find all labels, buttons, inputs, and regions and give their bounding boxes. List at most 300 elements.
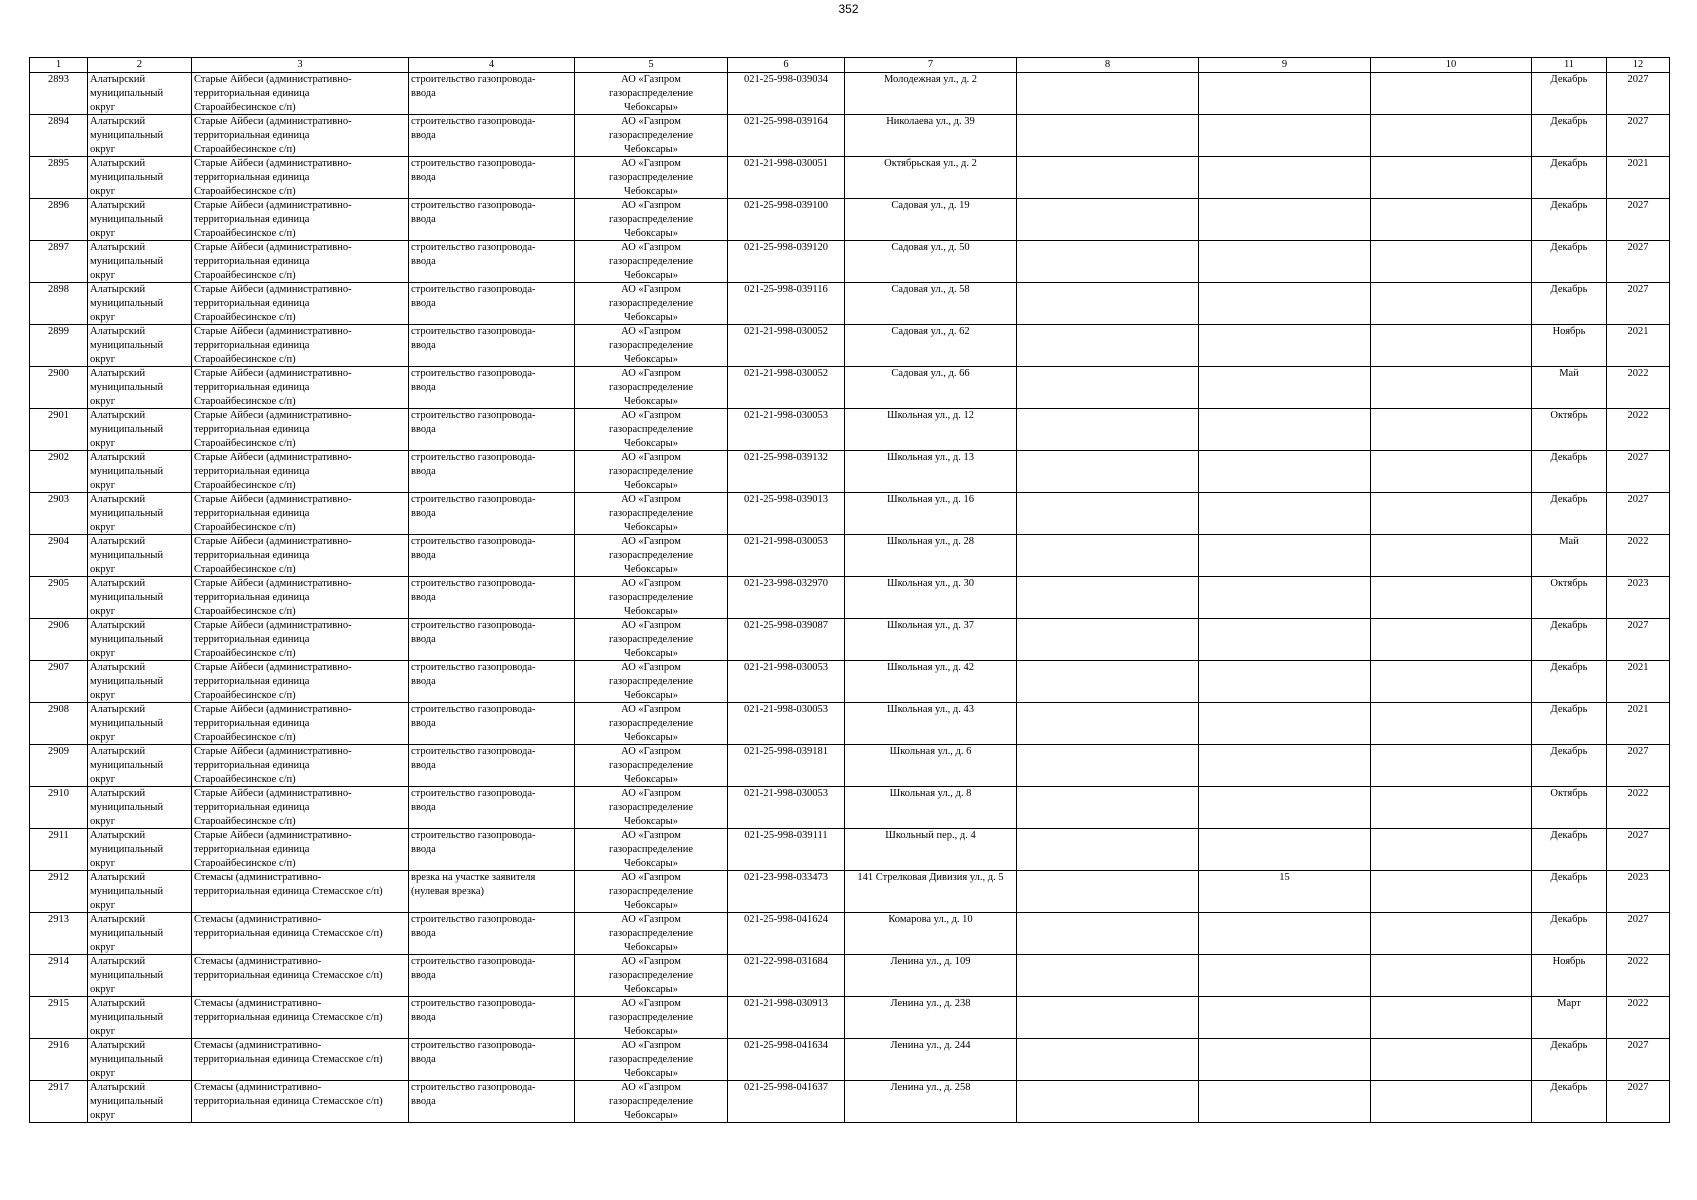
row-number-text: 2894 bbox=[48, 116, 69, 127]
column-8-cell bbox=[1017, 241, 1199, 283]
work-type-cell bbox=[409, 535, 575, 577]
organization-cell-text: АО «Газпром газораспределение Чебоксары» bbox=[608, 368, 694, 407]
row-number bbox=[30, 325, 88, 367]
district-cell-text: Алатырский муниципальный округ bbox=[90, 200, 164, 239]
application-code-cell bbox=[728, 535, 845, 577]
settlement-cell-text: Старые Айбеси (административно- территориальная единица Староайбесинское с/п) bbox=[194, 662, 352, 701]
column-8-cell bbox=[1017, 199, 1199, 241]
address-cell bbox=[845, 829, 1017, 871]
column-8-cell bbox=[1017, 409, 1199, 451]
column-10-cell-text bbox=[1373, 913, 1529, 954]
column-10-cell-text bbox=[1373, 619, 1529, 660]
application-code-cell bbox=[728, 703, 845, 745]
column-8-cell bbox=[1017, 955, 1199, 997]
column-8-cell bbox=[1017, 451, 1199, 493]
district-cell bbox=[88, 157, 192, 199]
column-10-cell-text bbox=[1373, 1039, 1529, 1080]
district-cell bbox=[88, 787, 192, 829]
row-number bbox=[30, 73, 88, 115]
column-9-cell bbox=[1199, 1081, 1371, 1123]
row-number bbox=[30, 913, 88, 955]
application-code-cell-text: 021-25-998-041634 bbox=[744, 1040, 828, 1051]
month-cell-text: Декабрь bbox=[1550, 620, 1588, 631]
table-row bbox=[30, 325, 1670, 367]
column-9-cell-text bbox=[1201, 913, 1368, 954]
organization-cell bbox=[575, 955, 728, 997]
table-row bbox=[30, 157, 1670, 199]
organization-cell bbox=[575, 451, 728, 493]
district-cell-text: Алатырский муниципальный округ bbox=[90, 746, 164, 785]
address-cell-text: Школьная ул., д. 42 bbox=[886, 662, 975, 673]
application-code-cell-text: 021-21-998-030052 bbox=[744, 326, 828, 337]
column-9-cell bbox=[1199, 955, 1371, 997]
column-9-cell bbox=[1199, 787, 1371, 829]
year-cell-text: 2027 bbox=[1627, 1040, 1649, 1051]
work-type-cell bbox=[409, 1081, 575, 1123]
organization-cell bbox=[575, 493, 728, 535]
row-number bbox=[30, 787, 88, 829]
column-number-6: 6 bbox=[728, 58, 845, 73]
table-row bbox=[30, 241, 1670, 283]
district-cell-text: Алатырский муниципальный округ bbox=[90, 704, 164, 743]
column-9-cell-text bbox=[1201, 703, 1368, 744]
row-number-text: 2908 bbox=[48, 704, 69, 715]
district-cell bbox=[88, 577, 192, 619]
year-cell bbox=[1607, 283, 1670, 325]
column-10-cell bbox=[1371, 787, 1532, 829]
organization-cell-text: АО «Газпром газораспределение Чебоксары» bbox=[608, 326, 694, 365]
row-number bbox=[30, 955, 88, 997]
column-8-cell-text bbox=[1019, 577, 1196, 618]
month-cell bbox=[1532, 535, 1607, 577]
row-number-text: 2898 bbox=[48, 284, 69, 295]
column-10-cell-text bbox=[1373, 535, 1529, 576]
organization-cell bbox=[575, 661, 728, 703]
column-9-cell bbox=[1199, 241, 1371, 283]
organization-cell-text: АО «Газпром газораспределение Чебоксары» bbox=[608, 1040, 694, 1079]
organization-cell bbox=[575, 283, 728, 325]
work-type-cell-text: строительство газопровода- ввода bbox=[411, 746, 536, 771]
settlement-cell bbox=[192, 619, 409, 661]
application-code-cell-text: 021-21-998-030051 bbox=[744, 158, 828, 169]
work-type-cell bbox=[409, 409, 575, 451]
year-cell bbox=[1607, 913, 1670, 955]
table-row bbox=[30, 1081, 1670, 1123]
district-cell-text: Алатырский муниципальный округ bbox=[90, 494, 164, 533]
application-code-cell-text: 021-25-998-039013 bbox=[744, 494, 828, 505]
month-cell bbox=[1532, 409, 1607, 451]
column-10-cell bbox=[1371, 955, 1532, 997]
settlement-cell bbox=[192, 829, 409, 871]
column-9-cell bbox=[1199, 199, 1371, 241]
district-cell bbox=[88, 1081, 192, 1123]
column-8-cell-text bbox=[1019, 73, 1196, 114]
column-9-cell bbox=[1199, 325, 1371, 367]
column-8-cell-text bbox=[1019, 367, 1196, 408]
district-cell bbox=[88, 367, 192, 409]
column-8-cell bbox=[1017, 703, 1199, 745]
address-cell-text: Школьная ул., д. 28 bbox=[886, 536, 975, 547]
application-code-cell-text: 021-25-998-039120 bbox=[744, 242, 828, 253]
district-cell-text: Алатырский муниципальный округ bbox=[90, 158, 164, 197]
month-cell-text: Декабрь bbox=[1550, 200, 1588, 211]
column-9-cell-text bbox=[1201, 577, 1368, 618]
work-type-cell bbox=[409, 661, 575, 703]
row-number bbox=[30, 577, 88, 619]
application-code-cell-text: 021-25-998-039164 bbox=[744, 116, 828, 127]
column-9-cell-text bbox=[1201, 661, 1368, 702]
address-cell-text: Школьная ул., д. 8 bbox=[889, 788, 972, 799]
column-10-cell-text bbox=[1373, 451, 1529, 492]
settlement-cell bbox=[192, 871, 409, 913]
work-type-cell-text: строительство газопровода- ввода bbox=[411, 620, 536, 645]
row-number bbox=[30, 451, 88, 493]
district-cell bbox=[88, 955, 192, 997]
work-type-cell bbox=[409, 787, 575, 829]
month-cell bbox=[1532, 703, 1607, 745]
work-type-cell-text: строительство газопровода- ввода bbox=[411, 284, 536, 309]
work-type-cell bbox=[409, 997, 575, 1039]
year-cell bbox=[1607, 1039, 1670, 1081]
settlement-cell-text: Старые Айбеси (административно- территориальная единица Староайбесинское с/п) bbox=[194, 578, 352, 617]
column-10-cell-text bbox=[1373, 409, 1529, 450]
address-cell-text: Ленина ул., д. 244 bbox=[890, 1040, 971, 1051]
column-9-cell-text bbox=[1201, 1081, 1368, 1122]
month-cell-text: Декабрь bbox=[1550, 74, 1588, 85]
table-row bbox=[30, 619, 1670, 661]
row-number bbox=[30, 199, 88, 241]
column-8-cell bbox=[1017, 157, 1199, 199]
district-cell bbox=[88, 199, 192, 241]
year-cell-text: 2027 bbox=[1627, 452, 1649, 463]
application-code-cell-text: 021-21-998-030053 bbox=[744, 536, 828, 547]
year-cell bbox=[1607, 241, 1670, 283]
settlement-cell bbox=[192, 409, 409, 451]
address-cell bbox=[845, 493, 1017, 535]
work-type-cell-text: врезка на участке заявителя (нулевая врезка) bbox=[411, 872, 536, 897]
district-cell bbox=[88, 703, 192, 745]
district-cell-text: Алатырский муниципальный округ bbox=[90, 914, 164, 953]
settlement-cell bbox=[192, 787, 409, 829]
column-10-cell bbox=[1371, 703, 1532, 745]
district-cell-text: Алатырский муниципальный округ bbox=[90, 284, 164, 323]
year-cell-text: 2022 bbox=[1627, 788, 1649, 799]
organization-cell-text: АО «Газпром газораспределение Чебоксары» bbox=[608, 410, 694, 449]
month-cell-text: Декабрь bbox=[1550, 914, 1588, 925]
year-cell bbox=[1607, 745, 1670, 787]
settlement-cell bbox=[192, 661, 409, 703]
row-number-text: 2906 bbox=[48, 620, 69, 631]
settlement-cell bbox=[192, 157, 409, 199]
address-cell bbox=[845, 535, 1017, 577]
work-type-cell-text: строительство газопровода- ввода bbox=[411, 788, 536, 813]
district-cell bbox=[88, 283, 192, 325]
district-cell-text: Алатырский муниципальный округ bbox=[90, 872, 164, 911]
column-10-cell-text bbox=[1373, 871, 1529, 912]
month-cell-text: Октябрь bbox=[1550, 410, 1588, 421]
column-9-cell bbox=[1199, 493, 1371, 535]
organization-cell-text: АО «Газпром газораспределение Чебоксары» bbox=[608, 662, 694, 701]
row-number-text: 2899 bbox=[48, 326, 69, 337]
month-cell-text: Октябрь bbox=[1550, 578, 1588, 589]
address-cell-text: Школьная ул., д. 37 bbox=[886, 620, 975, 631]
organization-cell-text: АО «Газпром газораспределение Чебоксары» bbox=[608, 914, 694, 953]
column-8-cell-text bbox=[1019, 493, 1196, 534]
year-cell-text: 2022 bbox=[1627, 368, 1649, 379]
organization-cell-text: АО «Газпром газораспределение Чебоксары» bbox=[608, 1082, 694, 1121]
table-row bbox=[30, 493, 1670, 535]
month-cell bbox=[1532, 787, 1607, 829]
month-cell bbox=[1532, 955, 1607, 997]
work-type-cell bbox=[409, 577, 575, 619]
column-number-7: 7 bbox=[845, 58, 1017, 73]
row-number-text: 2893 bbox=[48, 74, 69, 85]
column-8-cell-text bbox=[1019, 409, 1196, 450]
address-cell bbox=[845, 409, 1017, 451]
application-code-cell-text: 021-23-998-032970 bbox=[744, 578, 828, 589]
address-cell bbox=[845, 325, 1017, 367]
address-cell bbox=[845, 787, 1017, 829]
year-cell bbox=[1607, 871, 1670, 913]
settlement-cell bbox=[192, 955, 409, 997]
organization-cell bbox=[575, 619, 728, 661]
address-cell bbox=[845, 1081, 1017, 1123]
settlement-cell-text: Старые Айбеси (административно- территориальная единица Староайбесинское с/п) bbox=[194, 368, 352, 407]
settlement-cell bbox=[192, 283, 409, 325]
column-8-cell-text bbox=[1019, 829, 1196, 870]
settlement-cell bbox=[192, 997, 409, 1039]
month-cell bbox=[1532, 577, 1607, 619]
address-cell-text: Садовая ул., д. 66 bbox=[891, 368, 970, 379]
district-cell-text: Алатырский муниципальный округ bbox=[90, 368, 164, 407]
address-cell-text: Октябрьская ул., д. 2 bbox=[884, 158, 977, 169]
table-row bbox=[30, 577, 1670, 619]
organization-cell-text: АО «Газпром газораспределение Чебоксары» bbox=[608, 158, 694, 197]
work-type-cell-text: строительство газопровода- ввода bbox=[411, 1040, 536, 1065]
application-code-cell-text: 021-25-998-039111 bbox=[744, 830, 828, 841]
column-8-cell bbox=[1017, 913, 1199, 955]
table-row bbox=[30, 955, 1670, 997]
column-10-cell-text bbox=[1373, 829, 1529, 870]
application-code-cell bbox=[728, 829, 845, 871]
work-type-cell bbox=[409, 829, 575, 871]
column-9-cell-text bbox=[1201, 955, 1368, 996]
application-code-cell bbox=[728, 493, 845, 535]
column-10-cell-text bbox=[1373, 955, 1529, 996]
year-cell-text: 2027 bbox=[1627, 494, 1649, 505]
work-type-cell-text: строительство газопровода- ввода bbox=[411, 74, 536, 99]
year-cell bbox=[1607, 115, 1670, 157]
year-cell bbox=[1607, 997, 1670, 1039]
column-10-cell-text bbox=[1373, 115, 1529, 156]
year-cell bbox=[1607, 829, 1670, 871]
year-cell-text: 2023 bbox=[1627, 872, 1649, 883]
column-number-9: 9 bbox=[1199, 58, 1371, 73]
column-9-cell bbox=[1199, 409, 1371, 451]
row-number bbox=[30, 241, 88, 283]
column-9-cell bbox=[1199, 661, 1371, 703]
work-type-cell-text: строительство газопровода- ввода bbox=[411, 704, 536, 729]
year-cell-text: 2022 bbox=[1627, 410, 1649, 421]
settlement-cell bbox=[192, 451, 409, 493]
application-code-cell-text: 021-25-998-041637 bbox=[744, 1082, 828, 1093]
month-cell-text: Декабрь bbox=[1550, 242, 1588, 253]
application-code-cell bbox=[728, 73, 845, 115]
application-code-cell bbox=[728, 115, 845, 157]
district-cell-text: Алатырский муниципальный округ bbox=[90, 116, 164, 155]
column-9-cell-text bbox=[1201, 73, 1368, 114]
month-cell bbox=[1532, 493, 1607, 535]
application-code-cell bbox=[728, 913, 845, 955]
work-type-cell-text: строительство газопровода- ввода bbox=[411, 662, 536, 687]
application-code-cell bbox=[728, 367, 845, 409]
column-9-cell-text bbox=[1201, 283, 1368, 324]
row-number-text: 2915 bbox=[48, 998, 69, 1009]
column-number-12: 12 bbox=[1607, 58, 1670, 73]
month-cell bbox=[1532, 199, 1607, 241]
column-8-cell-text bbox=[1019, 199, 1196, 240]
settlement-cell bbox=[192, 367, 409, 409]
column-8-cell-text bbox=[1019, 157, 1196, 198]
row-number-text: 2905 bbox=[48, 578, 69, 589]
column-10-cell bbox=[1371, 997, 1532, 1039]
table-body bbox=[30, 73, 1670, 1123]
column-9-cell-text bbox=[1201, 115, 1368, 156]
column-8-cell-text bbox=[1019, 913, 1196, 954]
column-10-cell bbox=[1371, 1081, 1532, 1123]
row-number bbox=[30, 367, 88, 409]
month-cell-text: Май bbox=[1559, 536, 1579, 547]
column-10-cell-text bbox=[1373, 241, 1529, 282]
work-type-cell bbox=[409, 199, 575, 241]
column-9-cell bbox=[1199, 913, 1371, 955]
column-10-cell bbox=[1371, 451, 1532, 493]
address-cell-text: Школьная ул., д. 13 bbox=[886, 452, 975, 463]
district-cell bbox=[88, 493, 192, 535]
table-row bbox=[30, 199, 1670, 241]
column-9-cell-text bbox=[1201, 997, 1368, 1038]
application-code-cell bbox=[728, 745, 845, 787]
application-code-cell bbox=[728, 619, 845, 661]
district-cell-text: Алатырский муниципальный округ bbox=[90, 452, 164, 491]
row-number-text: 2913 bbox=[48, 914, 69, 925]
organization-cell bbox=[575, 241, 728, 283]
settlement-cell-text: Старые Айбеси (административно- территориальная единица Староайбесинское с/п) bbox=[194, 746, 352, 785]
column-8-cell-text bbox=[1019, 115, 1196, 156]
year-cell-text: 2021 bbox=[1627, 158, 1649, 169]
organization-cell bbox=[575, 997, 728, 1039]
row-number bbox=[30, 619, 88, 661]
row-number bbox=[30, 871, 88, 913]
application-code-cell bbox=[728, 325, 845, 367]
column-8-cell bbox=[1017, 283, 1199, 325]
address-cell-text: Школьная ул., д. 6 bbox=[889, 746, 972, 757]
year-cell-text: 2027 bbox=[1627, 1082, 1649, 1093]
column-8-cell-text bbox=[1019, 535, 1196, 576]
work-type-cell bbox=[409, 73, 575, 115]
row-number-text: 2904 bbox=[48, 536, 69, 547]
table-row bbox=[30, 871, 1670, 913]
column-9-cell-text bbox=[1201, 451, 1368, 492]
column-9-cell bbox=[1199, 829, 1371, 871]
organization-cell-text: АО «Газпром газораспределение Чебоксары» bbox=[608, 242, 694, 281]
address-cell-text: Ленина ул., д. 238 bbox=[890, 998, 971, 1009]
district-cell-text: Алатырский муниципальный округ bbox=[90, 1082, 164, 1121]
work-type-cell-text: строительство газопровода- ввода bbox=[411, 914, 536, 939]
settlement-cell-text: Старые Айбеси (административно- территориальная единица Староайбесинское с/п) bbox=[194, 284, 352, 323]
organization-cell-text: АО «Газпром газораспределение Чебоксары» bbox=[608, 578, 694, 617]
row-number-text: 2897 bbox=[48, 242, 69, 253]
column-9-cell bbox=[1199, 703, 1371, 745]
organization-cell bbox=[575, 703, 728, 745]
work-type-cell bbox=[409, 283, 575, 325]
month-cell bbox=[1532, 157, 1607, 199]
column-number-5: 5 bbox=[575, 58, 728, 73]
row-number bbox=[30, 661, 88, 703]
settlement-cell bbox=[192, 913, 409, 955]
work-type-cell bbox=[409, 1039, 575, 1081]
address-cell-text: Ленина ул., д. 258 bbox=[890, 1082, 971, 1093]
column-9-cell-text bbox=[1201, 829, 1368, 870]
organization-cell bbox=[575, 115, 728, 157]
month-cell-text: Декабрь bbox=[1550, 704, 1588, 715]
column-9-cell bbox=[1199, 73, 1371, 115]
column-10-cell bbox=[1371, 283, 1532, 325]
column-10-cell bbox=[1371, 619, 1532, 661]
settlement-cell-text: Старые Айбеси (административно- территориальная единица Староайбесинское с/п) bbox=[194, 704, 352, 743]
column-10-cell bbox=[1371, 493, 1532, 535]
address-cell bbox=[845, 367, 1017, 409]
month-cell bbox=[1532, 745, 1607, 787]
settlement-cell-text: Стемасы (административно- территориальная единица Стемасское с/п) bbox=[194, 1040, 383, 1065]
application-code-cell bbox=[728, 871, 845, 913]
column-9-cell-text bbox=[1201, 1039, 1368, 1080]
column-8-cell bbox=[1017, 535, 1199, 577]
year-cell-text: 2021 bbox=[1627, 704, 1649, 715]
column-9-cell bbox=[1199, 157, 1371, 199]
district-cell-text: Алатырский муниципальный округ bbox=[90, 998, 164, 1037]
work-type-cell bbox=[409, 745, 575, 787]
application-code-cell-text: 021-21-998-030053 bbox=[744, 788, 828, 799]
table-row bbox=[30, 913, 1670, 955]
column-number-1: 1 bbox=[30, 58, 88, 73]
address-cell bbox=[845, 577, 1017, 619]
year-cell bbox=[1607, 73, 1670, 115]
application-code-cell-text: 021-21-998-030052 bbox=[744, 368, 828, 379]
address-cell-text: Школьная ул., д. 16 bbox=[886, 494, 975, 505]
page-number: 352 bbox=[838, 2, 859, 16]
column-8-cell bbox=[1017, 619, 1199, 661]
settlement-cell bbox=[192, 1081, 409, 1123]
settlement-cell bbox=[192, 493, 409, 535]
month-cell-text: Декабрь bbox=[1550, 284, 1588, 295]
column-9-cell-text bbox=[1201, 325, 1368, 366]
column-9-cell-text bbox=[1201, 619, 1368, 660]
address-cell-text: Школьная ул., д. 43 bbox=[886, 704, 975, 715]
column-number-11: 11 bbox=[1532, 58, 1607, 73]
organization-cell bbox=[575, 367, 728, 409]
work-type-cell-text: строительство газопровода- ввода bbox=[411, 242, 536, 267]
work-type-cell-text: строительство газопровода- ввода bbox=[411, 956, 536, 981]
work-type-cell bbox=[409, 955, 575, 997]
work-type-cell bbox=[409, 913, 575, 955]
column-10-cell bbox=[1371, 829, 1532, 871]
settlement-cell-text: Старые Айбеси (административно- территориальная единица Староайбесинское с/п) bbox=[194, 620, 352, 659]
work-type-cell-text: строительство газопровода- ввода bbox=[411, 1082, 536, 1107]
organization-cell-text: АО «Газпром газораспределение Чебоксары» bbox=[608, 116, 694, 155]
column-10-cell bbox=[1371, 871, 1532, 913]
address-cell bbox=[845, 157, 1017, 199]
